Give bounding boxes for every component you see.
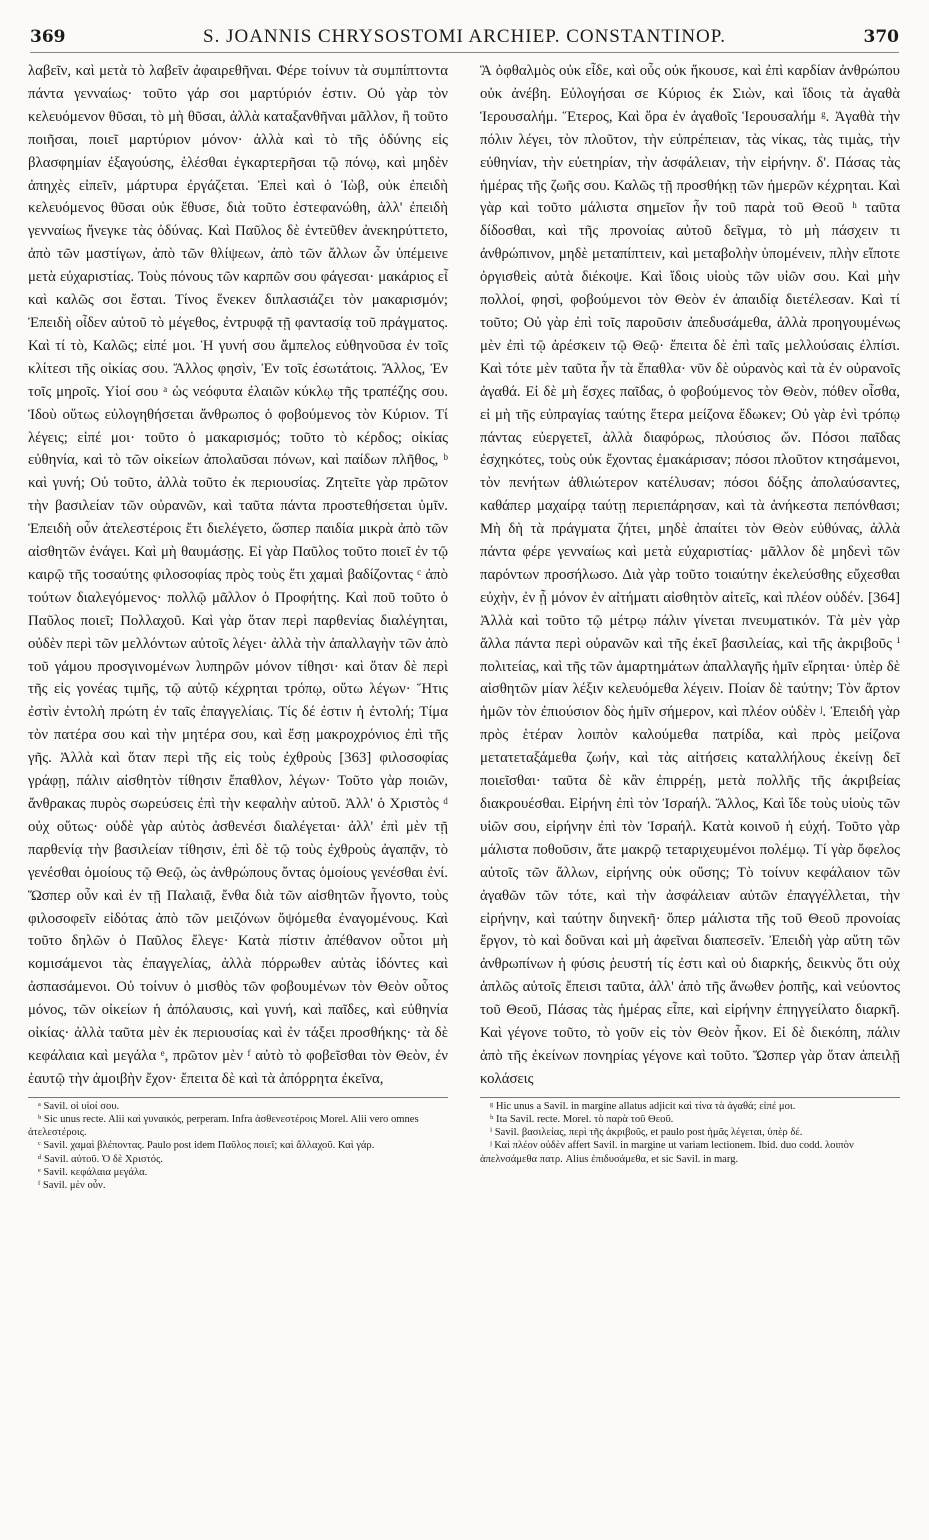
left-column-body: λαβεῖν, καὶ μετὰ τὸ λαβεῖν ἀφαιρεθῆναι. Φέρε τοίνυν τὰ συμπίπτοντα πάντα γενναίως· τοῦτο γάρ σοι μαρτύριόν ἐστιν. Οὐ γὰρ τὸν κελευόμενον θῦσαι, τὸ μὴ θῦσαι, ἀλλὰ καταξανθῆναι μᾶλλον, ἢ τοῦτο ποιῆσαι, ποιεῖ μαρτύριον μόνον· ἀλλὰ καὶ τὸ τῆς ὀδύνης εἰς βλασφημίαν ἐξαγούσης, ἑλέσθαι ἐγκαρτερῆσαι τῷ πόνῳ, καὶ μηδὲν ἀπηχὲς εἰπεῖν, μάρτυρα ἐργάζεται. Ἐπεὶ καὶ ὁ Ἰὼβ, οὐκ ἐπειδὴ κελευόμενος θῦσαι οὐκ ἔθυσε, διὰ τοῦτο ἐστεφανώθη, ἀλλ' ἐπειδὴ γενναίως ἤνεγκε τὰς ὀδύνας. Καὶ Παῦλος δὲ ἐντεῦθεν ἀνεκηρύττετο, ἀπὸ τῶν μαστίγων, ἀπὸ τῶν θλίψεων, ἀπὸ τῶν ἄλλων ὧν ὑπέμεινε μετὰ εὐχαριστίας. Τοὺς πόνους τῶν καρπῶν σου φάγεσαι· μακάριος εἶ καὶ καλῶς σοι ἔσται. Τίνος ἕνεκεν διπλασιάζει τὸν μακαρισμόν; Ἐπειδὴ οἶδεν αὐτοῦ τὸ μέγεθος, ἐντρυφᾷ τῇ φαντασίᾳ τοῦ πράγματος. Καὶ τί τὸ, Καλῶς; εἰπέ μοι. Ἡ γυνή σου ἄμπελος εὐθηνοῦσα ἐν τοῖς κλίτεσι τῆς οἰκίας σου. Ἄλλος φησὶν, Ἐν τοῖς ἐσωτάτοις. Ἄλλος, Ἐν τοῖς μηροῖς. Υἱοί σου ᵃ ὡς νεόφυτα ἐλαιῶν κύκλῳ τῆς τραπέζης σου. Ἰδοὺ οὕτως εὐλογηθήσεται ἄνθρωπος ὁ φοβούμενος τὸν Κύριον. Τί λέγεις; εἰπέ μοι· τοῦτο ὁ μακαρισμός; τοῦτο τὸ κέρδος; οἰκίας εὐθηνία, καὶ τὸ τῶν οἰκείων ἀπολαῦσαι πόνων, καὶ παίδων πλῆθος, ᵇ καὶ γυνή; Οὐ τοῦτο, ἀλλὰ τοῦτο ἐκ περιουσίας. Ζητεῖτε γὰρ πρῶτον τὴν βασιλείαν τῶν οὐρανῶν, καὶ ταῦτα πάντα προστεθήσεται ὑμῖν. Ἐπειδὴ οὖν ἀτελεστέροις ἔτι διελέγετο, ὥσπερ παιδία μικρὰ ἀπὸ τῶν αἰσθητῶν ἐνάγει. Καὶ μὴ θαυμάσῃς. Εἰ γὰρ Παῦλος τοῦτο ποιεῖ ἐν τῷ καιρῷ τῆς τοσαύτης φιλοσοφίας πρὸς τοὺς ἔτι χαμαὶ βαδίζοντας ᶜ ἀπὸ τούτων διαλεγόμενος· πολλῷ μᾶλλον ὁ Προφήτης. Καὶ ποῦ τοῦτο ὁ Παῦλος ποιεῖ; Πολλαχοῦ. Καὶ γὰρ ὅταν περὶ παρθενίας διαλέγηται, οὐδὲν περὶ τῶν μελλόντων αὐτοῖς λέγει· ἀλλὰ τὴν ἀπαλλαγὴν τῶν ἀπὸ τοῦ γάμου προσγινομένων λυπηρῶν μόνον τίθησι· καὶ ὅταν δὲ περὶ τῆς εἰς γονέας τιμῆς, τῷ αὐτῷ κέχρηται τρόπῳ, οὕτω λέγων· Ἥτις ἐστὶν ἐντολὴ πρώτη ἐν ταῖς ἐπαγγελίαις. Τίς δέ ἐστιν ἡ ἐντολή; Τίμα τὸν πατέρα σου καὶ τὴν μητέρα σου, καὶ ἔσῃ μακροχρόνιος ἐπὶ τῆς γῆς. Ἀλλὰ καὶ ὅταν περὶ τῆς εἰς τοὺς ἐχθροὺς [363] φιλοσοφίας γράφῃ, πάλιν αἰσθητὸν τίθησιν ἔπαθλον, λέγων· Τοῦτο γὰρ ποιῶν, ἄνθρακας πυρὸς σωρεύσεις ἐπὶ τὴν κεφαλὴν αὐτοῦ. Ἀλλ' ὁ Χριστὸς ᵈ οὐχ οὕτως· οὐδὲ γὰρ αὐτὸς ἀσθενέσι διαλέγεται· ἀλλ' ἐπὶ μὲν τῇ παρθενίᾳ τὴν βασιλείαν τίθησιν, ἐπὶ δὲ τῷ τοὺς ἐχθροὺς ἀγαπᾷν, τὸ γενέσθαι ὁμοίους τῷ Θεῷ, ὡς ἀνθρώπους ὄντας ὁμοίους γενέσθαι ἐνί. Ὥσπερ οὖν καὶ ἐν τῇ Παλαιᾷ, ἔνθα διὰ τῶν αἰσθητῶν ἦγοντο, τοὺς φιλοσοφεῖν εἰδότας ἀπὸ τῶν μειζόνων ὄψόμεθα ἐναγομένους. Καὶ τοῦτο δηλῶν ὁ Παῦλος ἔλεγε· Κατὰ πίστιν ἀπέθανον οὗτοι μὴ κομισάμενοι τὰς ἐπαγγελίας, ἀλλὰ πόρρωθεν αὐτὰς ἰδόντες καὶ ἀσπασάμενοι. Οὐ τοίνυν ὁ μισθὸς τῶν φοβουμένων τὸν Θεὸν οὗτος μόνος, τῶν οἰκείων ἡ ἀπόλαυσις, καὶ γυνή, καὶ παῖδες, καὶ εὐθηνία οἰκίας· ἀλλὰ ταῦτα μὲν ἐκ περιουσίας καὶ ἐν τάξει προσθήκης· τὰ δὲ κεφάλαια καὶ μεγάλα ᵉ, πρῶτον μὲν ᶠ αὐτὸ τὸ φοβεῖσθαι τὸν Θεὸν, ἐν ἑαυτῷ τὴν ἀμοιβὴν ἔχον· ἔπειτα δὲ καὶ τὰ ἀπόρρητα ἐκεῖνα, — [28, 63, 448, 1087]
footnote: ʰ Ita Savil. recte. Morel. τὸ παρὰ τοῦ Θεοῦ. — [490, 1113, 674, 1125]
footnote: ᶠ Savil. μὲν οὖν. — [38, 1180, 106, 1191]
footnote: ᶜ Savil. χαμαὶ βλέποντας. Paulo post idem Παῦλος ποιεῖ; καὶ ἄλλαχοῦ. Καὶ γάρ. — [38, 1140, 375, 1152]
footnote: ᵃ Savil. οἱ υἱοί σου. — [38, 1100, 120, 1112]
right-footnotes — [480, 1097, 900, 1166]
footnote: ᵍ Hic unus a Savil. in margine allatus adjicit καὶ τίνα τὰ ἀγαθά; εἰπέ μοι. — [490, 1100, 796, 1112]
footnote: ᵉ Savil. κεφάλαια μεγάλα. — [38, 1166, 148, 1178]
right-column-body: Ἃ ὀφθαλμὸς οὐκ εἶδε, καὶ οὖς οὐκ ἤκουσε, καὶ ἐπὶ καρδίαν ἀνθρώπου οὐκ ἀνέβη. Εὐλογήσαι σε Κύριος ἐκ Σιὼν, καὶ ἴδοις τὰ ἀγαθὰ Ἱερουσαλήμ. Ἕτερος, Καὶ ὅρα ἐν ἀγαθοῖς Ἱερουσαλήμ ᵍ. Ἀγαθὰ τὴν πόλιν λέγει, τὸν πλοῦτον, τὴν εὐπρέπειαν, τὰς νίκας, τὰς τιμὰς, τὴν εὐθηνίαν, τὴν εὐετηρίαν, τὴν ἀσφάλειαν, τὴν εἰρήνην. δ'. Πάσας τὰς ἡμέρας τῆς ζωῆς σου. Καλῶς τῇ προσθήκῃ τῶν ἡμερῶν κέχρηται. Καὶ γὰρ καὶ τοῦτο μάλιστα σημεῖον ἦν τοῦ παρὰ τοῦ Θεοῦ ʰ ταῦτα δίδοσθαι, καὶ τῆς προνοίας αὐτοῦ δεῖγμα, τὸ μὴ πάσχειν τι ἀνθρώπινον, μηδὲ μεταπίπτειν, καὶ μεταβολὴν ὑπομένειν, πλὴν εἴποτε ὀργισθεὶς αὐτὰ διέκοψε. Καὶ ἴδοις υἱοὺς τῶν υἱῶν σου. Καὶ μὴν πολλοί, φησὶ, φοβούμενοι τὸν Θεὸν ἐν ἀπαιδίᾳ διετέλεσαν. Καὶ τί τοῦτο; Οὐ γὰρ ἐπὶ τοῖς παροῦσιν ἀπεδυσάμεθα, ἀλλὰ προηγουμένως μὲν ἐπὶ τῷ ἀρέσκειν τῷ Θεῷ· ἔπειτα δὲ ἐπὶ ταῖς μελλούσαις ἐλπίσι. Καὶ τότε μὲν ταῦτα ἦν τὰ ἔπαθλα· νῦν δὲ οὐρανὸς καὶ τὰ ἐν οὐρανοῖς ἀγαθά. Εἰ δὲ μὴ ἔσχες παῖδας, ὁ φοβούμενος τὸν Θεὸν, πόθεν οἶσθα, εἰ μὴ τῆς εὐπραγίας ταύτης ἕτερα μείζονα ἔδωκεν; Οὐ γὰρ ἑνὶ τρόπῳ πάντας εὐεργετεῖ, ἀλλὰ διαφόρως, πλούσιος ὤν. Πόσοι παῖδας ἐσχηκότες, τοὺς οὐκ ἔχοντας ἐμακάρισαν; πόσοι πλοῦτον κτησάμενοι, τὸν πενήτων ἀθλιώτερον κατέλυσαν; πόσοι δόξης ἀπολαύσαντες, καθάπερ μαχαίρᾳ ταύτῃ περιεπάρησαν, καὶ τὰ ἀνήκεστα πεπόνθασι; Μὴ δὴ τὰ πράγματα ζήτει, μηδὲ ἀπαίτει τὸν Θεὸν εὐθύνας, ἀλλὰ πάντα φέρε γενναίως καὶ μετὰ εὐχαριστίας· μᾶλλον δὲ μηδενὶ τῶν παρόντων προσήλωσο. Διὰ γὰρ τοῦτο τοιαύτην ἐκελεύσθης εὔχεσθαι εὐχὴν, ἐν ᾗ μόνον ἐν αἰτήματι αἰσθητὸν αἰτεῖς, καὶ πλέον οὐδέν. [364] Ἀλλὰ καὶ τοῦτο τῷ μέτρῳ πάλιν γίνεται πνευματικόν. Τὰ μὲν γὰρ ἄλλα πάντα περὶ οὐρανῶν καὶ τῆς ἐκεῖ βασιλείας, καὶ τῆς ἀκριβοῦς ⁱ πολιτείας, καὶ τῆς τῶν ἁμαρτημάτων ἀπαλλαγῆς ἡμῖν εἴρηται· ὑπὲρ δὲ αἰσθητῶν μίαν λέξιν κελευόμεθα λέγειν. Ποίαν δὲ ταύτην; Τὸν ἄρτον ἡμῶν τὸν ἐπιούσιον δὸς ἡμῖν σήμερον, καὶ πλέον οὐδὲν ʲ. Ἐπειδὴ γὰρ πρὸς ἑτέραν λοιπὸν καλούμεθα πατρίδα, καὶ πρὸς μείζονα μετατεταξάμεθα ζωήν, καὶ τὰς αἰτήσεις καταλλήλους ἐκείνῃ δεῖ ποιεῖσθαι· ταῦτα δὲ κἂν ἐπιρρέῃ, μετὰ πολλῆς τῆς ἀκριβείας διακρουέσθαι. Εἰρήνη ἐπὶ τὸν Ἰσραήλ. Ἄλλος, Καὶ ἴδε τοὺς υἱοὺς τῶν υἱῶν σου, εἰρήνην ἐπὶ τὸν Ἰσραήλ. Κατὰ κοινοῦ ἡ εὐχή. Τοῦτο γὰρ μάλιστα ποθοῦσιν, ἅτε μακρῷ τεταριχευμένοι πολέμῳ. Τί γὰρ ὄφελος αὐτοῖς τῶν ἄλλων, εἰρήνης οὐκ οὔσης; Τὸ τοίνυν κεφάλαιον τῶν ἀγαθῶν τῶν τότε, καὶ τὴν ἀσφάλειαν αὐτῶν ἐπαγγέλλεται, τὴν εἰρήνην, καὶ ταύτην διηνεκῆ· ὅπερ μάλιστα τῆς τοῦ Θεοῦ προνοίας ἔργον, τὸ καὶ δοῦναι καὶ μὴ ἀφεῖναι διαπεσεῖν. Ἐπειδὴ γὰρ αὕτη τῶν ἀνθρωπίνων ἡ φύσις ῥευστή τίς ἐστι καὶ οὐ διαρκής, δεικνὺς ὅτι οὐχ ἁπλῶς αὐτοῖς ἔπεισι ταῦτα, ἀλλ' ἀπὸ τῆς ἄνωθεν ῥοπῆς, καὶ νεύοντος τοῦ Θεοῦ, Πάσας τὰς ἡμέρας εἶπε, καὶ εἰρήνην ἐπηγγείλατο διαρκῆ. Καὶ γέγονε τοῦτο, τὸ γοῦν εἰς τὸν Θεὸν ἧκον. Εἰ δὲ διεκόπη, πάλιν ἀπὸ τῆς ἐκείνων πονηρίας γέγονε καὶ τοῦτο. Ὥσπερ γὰρ ὅταν ἀπειλῇ κολάσεις — [480, 63, 900, 1087]
right-column — [480, 60, 900, 1166]
page-number-left: 369 — [30, 27, 66, 47]
running-title: S. JOANNIS CHRYSOSTOMI ARCHIEP. CONSTANTINOP. — [203, 26, 726, 47]
page-number-right: 370 — [863, 27, 899, 47]
footnote: ʲ Καὶ πλέον οὐδὲν affert Savil. in margine ut variam lectionem. Ibid. duo codd. λοιπὸν ἀπελνσάμεθα πατρ. Alius ἐπιδυσάμεθα, et sic Savil. in marg. — [480, 1140, 854, 1165]
footnote: ⁱ Savil. βασιλείας, περὶ τῆς ἀκριβοῦς, et paulo post ἡμᾶς λέγεται, ὑπὲρ δέ. — [490, 1127, 803, 1139]
left-footnotes — [28, 1097, 448, 1192]
running-header — [30, 22, 899, 53]
footnote: ᵈ Savil. αὐτοῦ. Ὁ δὲ Χριστός. — [38, 1153, 163, 1165]
left-column — [28, 60, 448, 1192]
footnote: ᵇ Sic unus recte. Alii καὶ γυναικός, perperam. Infra ἀσθενεστέροις Morel. Alii vero omnes ἀτελεστέροις. — [28, 1113, 419, 1139]
